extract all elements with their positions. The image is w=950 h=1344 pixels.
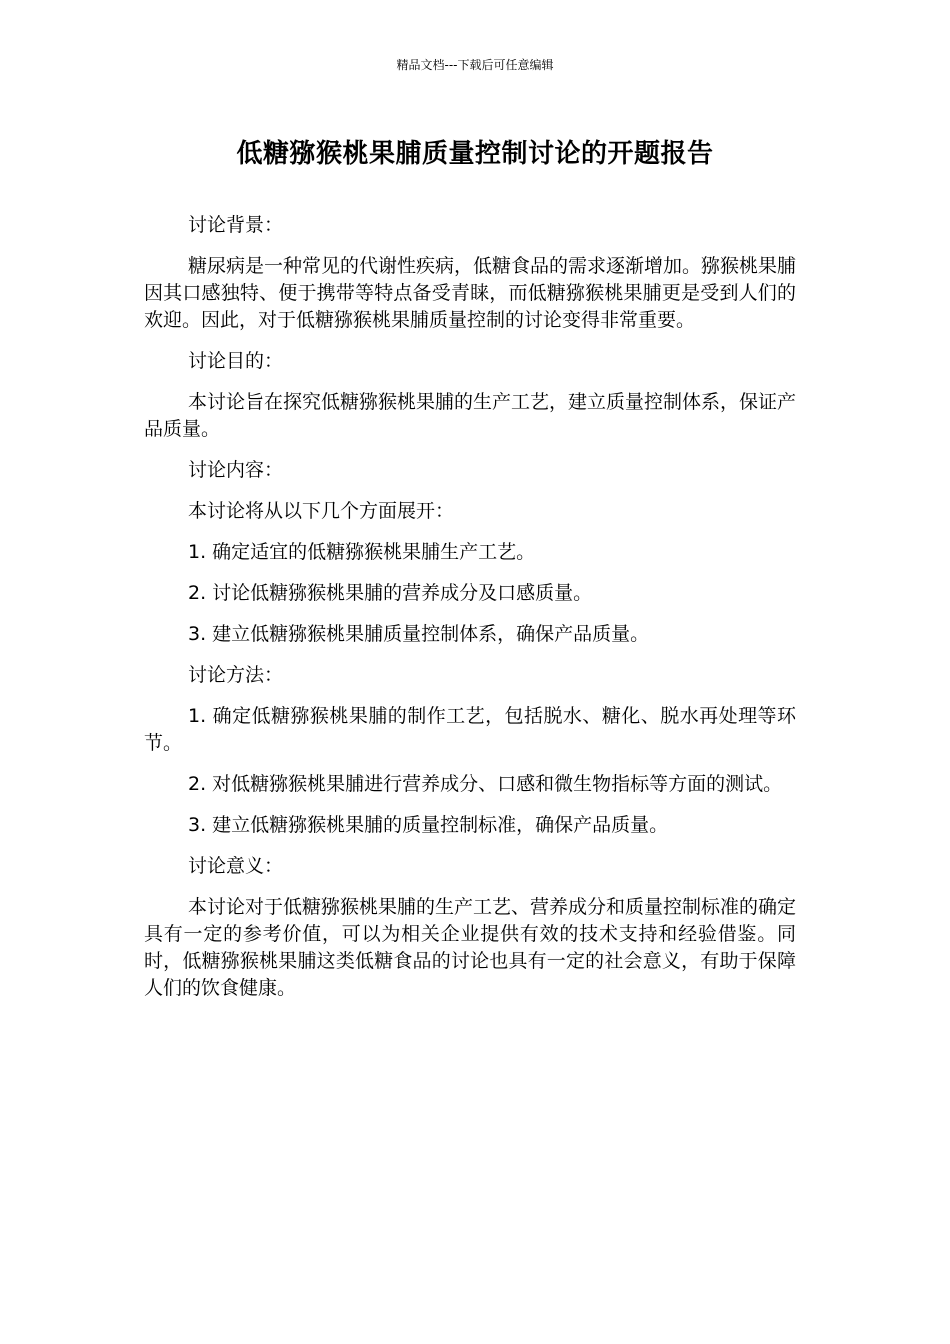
paragraph-purpose: 本讨论旨在探究低糖猕猴桃果脯的生产工艺，建立质量控制体系，保证产品质量。 (144, 391, 797, 440)
section-heading-content: 讨论内容： (188, 459, 284, 481)
list-item-method-1: 1. 确定低糖猕猴桃果脯的制作工艺，包括脱水、糖化、脱水再处理等环节。 (144, 705, 796, 754)
document-body (144, 212, 796, 1016)
list-item-content-3: 3. 建立低糖猕猴桃果脯质量控制体系，确保产品质量。 (188, 623, 650, 645)
section-heading-background: 讨论背景： (188, 214, 284, 236)
section-heading-significance: 讨论意义： (188, 855, 284, 877)
document-title: 低糖猕猴桃果脯质量控制讨论的开题报告 (236, 139, 714, 169)
section-heading-purpose: 讨论目的： (188, 350, 284, 372)
list-item-content-2: 2. 讨论低糖猕猴桃果脯的营养成分及口感质量。 (188, 582, 593, 604)
list-item-content-1: 1. 确定适宜的低糖猕猴桃果脯生产工艺。 (188, 541, 536, 563)
paragraph-significance: 本讨论对于低糖猕猴桃果脯的生产工艺、营养成分和质量控制标准的确定具有一定的参考价值，可以为相关企业提供有效的技术支持和经验借鉴。同时，低糖猕猴桃果脯这类低糖食品的讨论也具有一定的社会意义，有助于保障人们的饮食健康。 (144, 896, 797, 999)
page-header: 精品文档---下载后可任意编辑 (396, 58, 554, 72)
list-item-method-2: 2. 对低糖猕猴桃果脯进行营养成分、口感和微生物指标等方面的测试。 (188, 773, 783, 795)
section-heading-method: 讨论方法： (188, 664, 284, 686)
paragraph-content-intro: 本讨论将从以下几个方面展开： (188, 500, 455, 522)
list-item-method-3: 3. 建立低糖猕猴桃果脯的质量控制标准，确保产品质量。 (188, 814, 669, 836)
paragraph-background: 糖尿病是一种常见的代谢性疾病，低糖食品的需求逐渐增加。猕猴桃果脯因其口感独特、便于携带等特点备受青睐，而低糖猕猴桃果脯更是受到人们的欢迎。因此，对于低糖猕猴桃果脯质量控制的讨论变得非常重要。 (144, 255, 797, 331)
